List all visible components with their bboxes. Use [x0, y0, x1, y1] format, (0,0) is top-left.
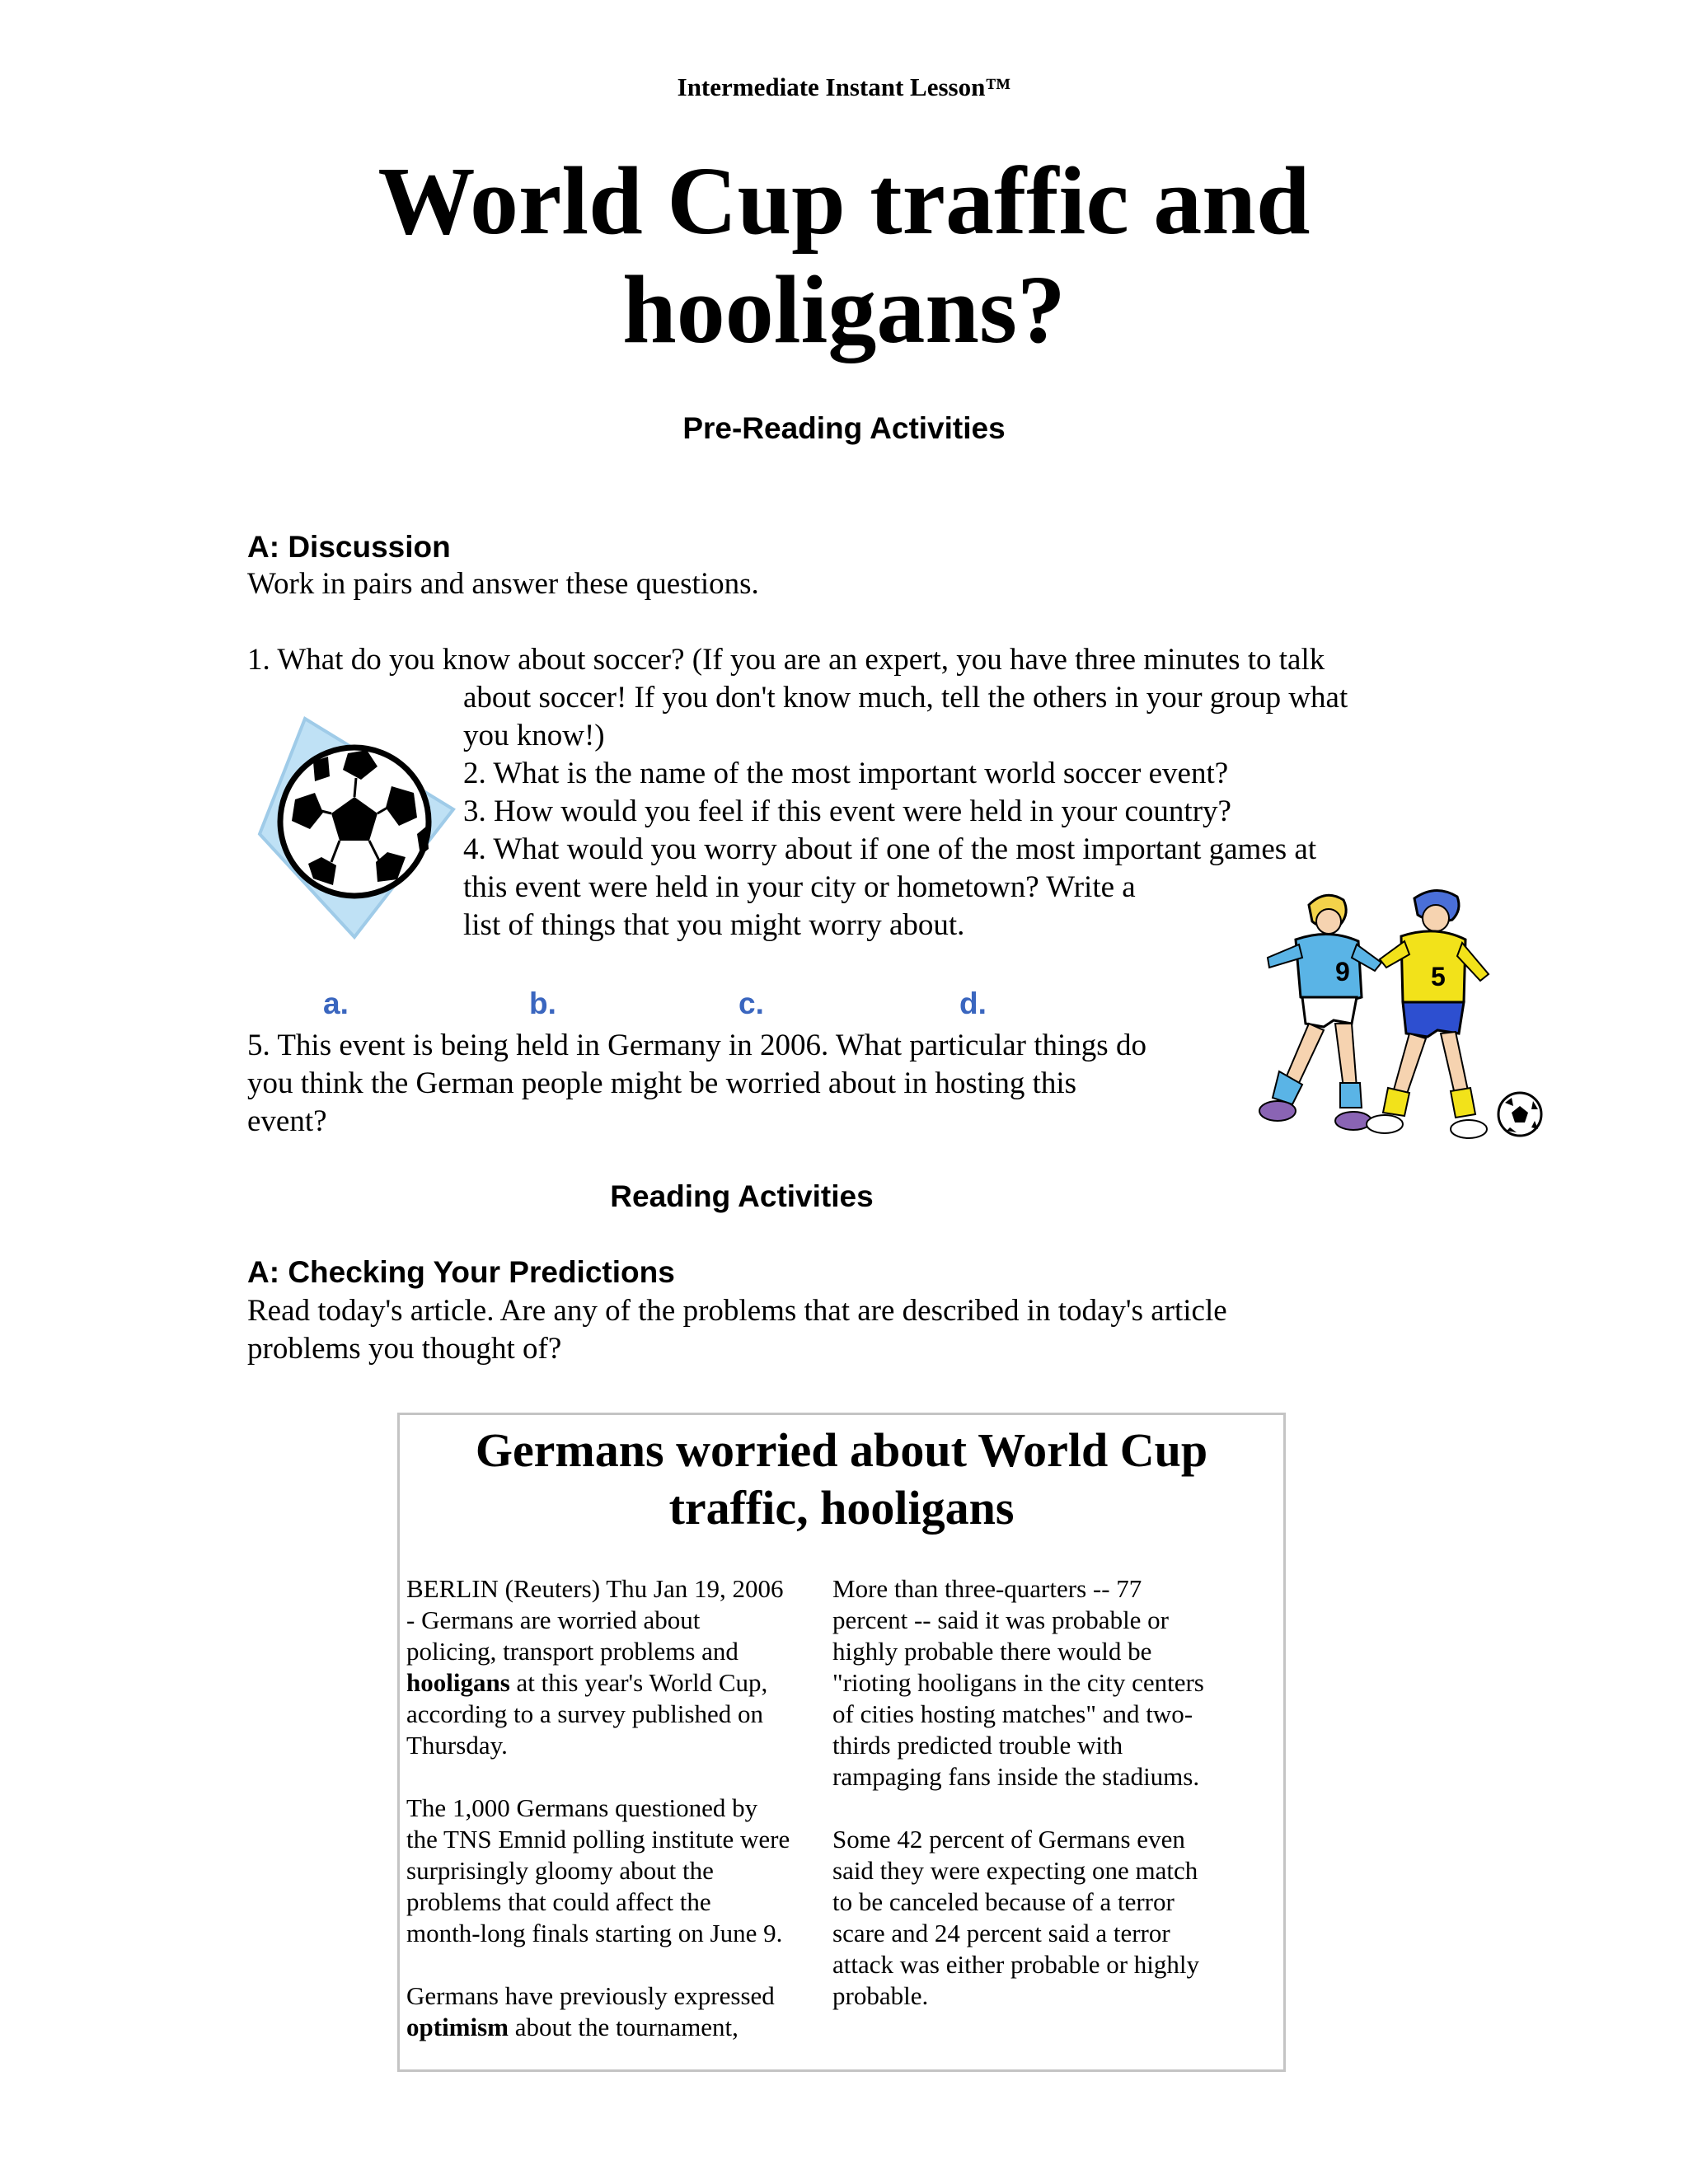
pre-reading-heading: Pre-Reading Activities	[682, 411, 1006, 445]
answer-letter-d: d.	[959, 987, 987, 1020]
article-left-column	[406, 1573, 790, 2074]
answer-letter-b: b.	[529, 987, 556, 1020]
page-title-line-1: World Cup traffic and	[377, 147, 1311, 255]
player-5-figure	[1367, 890, 1489, 1138]
player-9-number: 9	[1335, 957, 1350, 987]
page-title	[247, 147, 1441, 364]
question-1-line-3: you know!)	[463, 719, 605, 752]
discussion-heading: A: Discussion	[247, 530, 451, 564]
answer-letter-c: c.	[738, 987, 764, 1020]
question-4-line-3: list of things that you might worry about.	[463, 908, 965, 942]
article-box	[397, 1413, 1286, 2072]
predictions-instruction-line-2: problems you thought of?	[247, 1332, 562, 1366]
article-title-line-1: Germans worried about World Cup	[475, 1423, 1208, 1477]
article-title-line-2: traffic, hooligans	[668, 1481, 1015, 1535]
reading-heading: Reading Activities	[610, 1179, 874, 1213]
player-9-figure	[1259, 895, 1381, 1130]
question-5-line-2: you think the German people might be worried about in hosting this	[247, 1066, 1077, 1100]
vocab-hooligans: hooligans	[406, 1668, 510, 1697]
predictions-heading: A: Checking Your Predictions	[247, 1255, 675, 1289]
small-soccer-ball-icon	[1498, 1093, 1541, 1136]
article-paragraph-5: Some 42 percent of Germans even said they were expecting one match to be canceled because of a terror scare and 24 percent said a terror attack was either probable or highly probable.	[832, 1825, 1200, 2010]
soccer-players-icon	[1220, 882, 1550, 1154]
question-5-line-3: event?	[247, 1104, 327, 1138]
page-title-line-2: hooligans?	[622, 255, 1066, 363]
question-4-line-2: this event were held in your city or hometown? Write a	[463, 870, 1136, 904]
question-4-line-1: 4. What would you worry about if one of the most important games at	[463, 832, 1317, 866]
article-title	[400, 1422, 1283, 1537]
predictions-instruction-line-1: Read today's article. Are any of the problems that are described in today's article	[247, 1294, 1227, 1328]
article-right-column	[832, 1573, 1204, 2043]
vocab-optimism: optimism	[406, 2013, 509, 2041]
question-1-line-1: 1. What do you know about soccer? (If you are an expert, you have three minutes to talk	[247, 643, 1325, 677]
article-paragraph-3: Germans have previously expressed optimism about the tournament,	[406, 1981, 775, 2041]
soccer-ball-icon	[256, 710, 462, 941]
discussion-instruction: Work in pairs and answer these questions.	[247, 567, 759, 601]
article-paragraph-4: More than three-quarters -- 77 percent -- said it was probable or highly probable there would be "rioting hooligans in the city centers of cities hosting matches" and two- thirds predicted trouble with rampaging fans inside the stadiums.	[832, 1574, 1204, 1791]
answer-letter-a: a.	[323, 987, 349, 1020]
question-2: 2. What is the name of the most important world soccer event?	[463, 757, 1229, 790]
lesson-label: Intermediate Instant Lesson™	[677, 73, 1011, 101]
question-1-line-2: about soccer! If you don't know much, tell the others in your group what	[463, 681, 1348, 715]
question-3: 3. How would you feel if this event were held in your country?	[463, 794, 1231, 828]
player-5-number: 5	[1431, 962, 1446, 991]
article-paragraph-1: BERLIN (Reuters) Thu Jan 19, 2006 - Germans are worried about policing, transport problems and hooligans at this year's World Cup, according to a survey published on Thursday.	[406, 1574, 784, 1760]
question-5-line-1: 5. This event is being held in Germany in 2006. What particular things do	[247, 1029, 1146, 1062]
article-paragraph-2: The 1,000 Germans questioned by the TNS Emnid polling institute were surprisingly gloomy about the problems that could affect the month-long finals starting on June 9.	[406, 1793, 790, 1947]
